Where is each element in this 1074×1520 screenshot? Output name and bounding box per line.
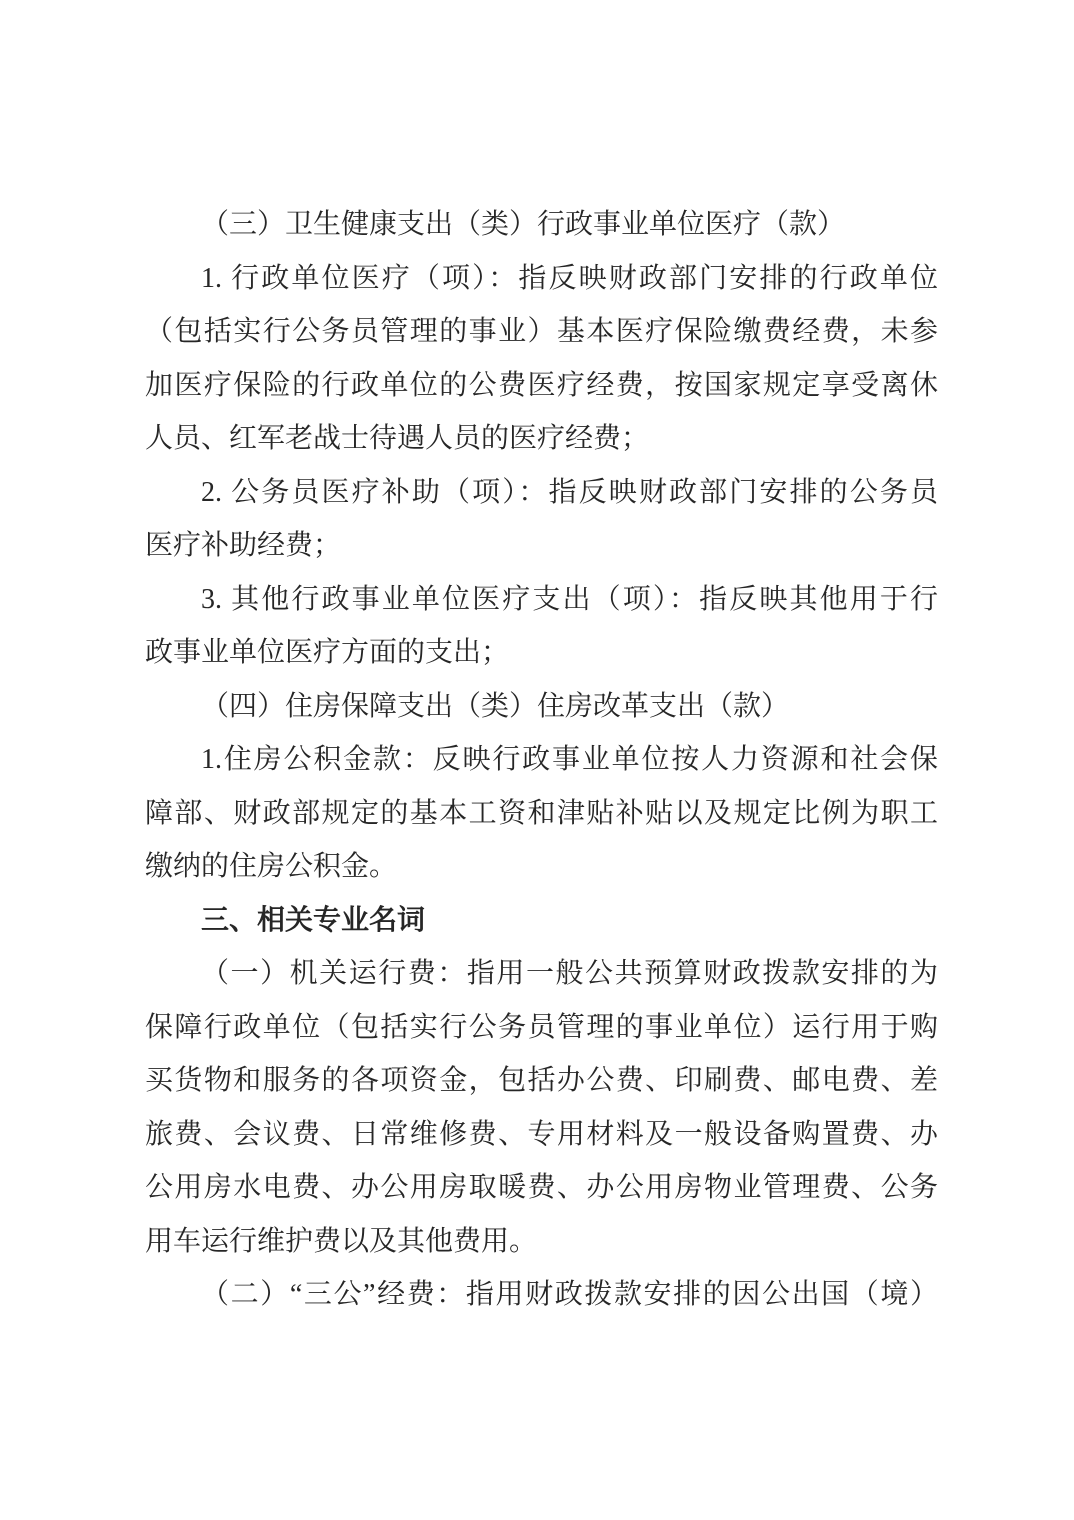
text-line: 买货物和服务的各项资金，包括办公费、印刷费、邮电费、差	[145, 1065, 938, 1096]
text-line: 公用房水电费、办公用房取暖费、办公用房物业管理费、公务	[145, 1172, 938, 1203]
text-line: 政事业单位医疗方面的支出；	[145, 637, 510, 668]
text-line: （二）“三公”经费：指用财政拨款安排的因公出国（境）	[201, 1279, 938, 1310]
text-line: 旅费、会议费、日常维修费、专用材料及一般设备购置费、办	[145, 1118, 938, 1150]
text-line: （四）住房保障支出（类）住房改革支出（款）	[201, 690, 790, 722]
text-line: 加医疗保险的行政单位的公费医疗经费，按国家规定享受离休	[145, 369, 938, 401]
text-line: 1.住房公积金款：反映行政事业单位按人力资源和社会保	[201, 744, 938, 775]
text-line: 1. 行政单位医疗（项）：指反映财政部门安排的行政单位	[201, 262, 938, 294]
text-line: 2. 公务员医疗补助（项）：指反映财政部门安排的公务员	[201, 476, 938, 508]
text-line: （包括实行公务员管理的事业）基本医疗保险缴费经费，未参	[145, 316, 938, 347]
text-line: 用车运行维护费以及其他费用。	[145, 1225, 538, 1257]
text-line: 缴纳的住房公积金。	[145, 851, 398, 882]
text-line: 障部、财政部规定的基本工资和津贴补贴以及规定比例为职工	[145, 797, 938, 829]
text-line: （三）卫生健康支出（类）行政事业单位医疗（款）	[201, 209, 846, 240]
section-heading-line: 三、相关专业名词	[201, 904, 426, 936]
text-line: 3. 其他行政事业单位医疗支出（项）：指反映其他用于行	[201, 583, 938, 615]
document-text-block	[145, 198, 938, 1322]
text-line: 人员、红军老战士待遇人员的医疗经费；	[145, 423, 650, 454]
text-line: 医疗补助经费；	[145, 530, 342, 561]
text-line: （一）机关运行费：指用一般公共预算财政拨款安排的为	[201, 958, 938, 989]
text-line: 保障行政单位（包括实行公务员管理的事业单位）运行用于购	[145, 1011, 938, 1043]
